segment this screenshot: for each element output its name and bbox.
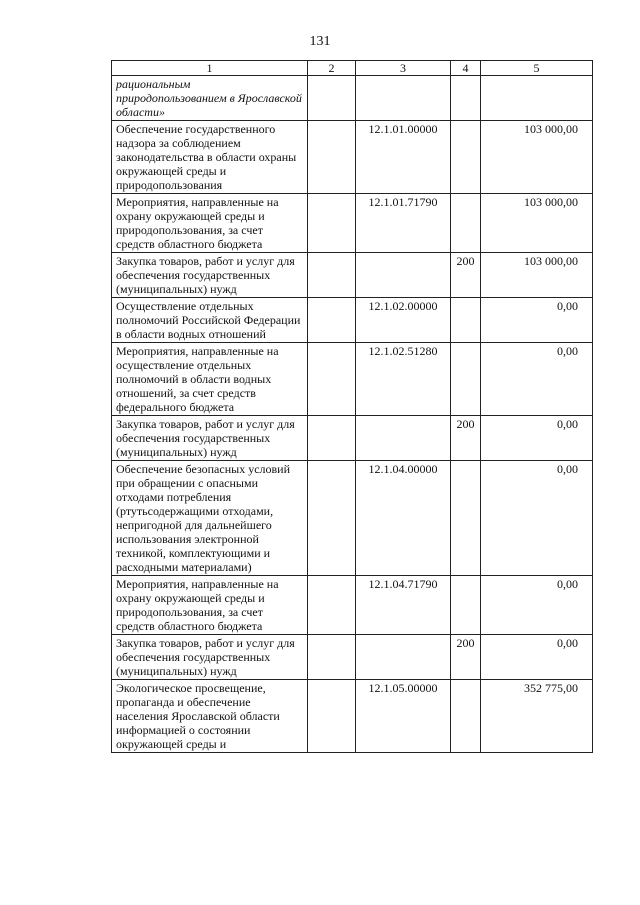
row-sum-cell: 0,00 — [481, 635, 593, 680]
row-col2-cell — [308, 635, 356, 680]
table-header-row — [112, 61, 593, 76]
table-row — [112, 416, 593, 461]
table-row — [112, 298, 593, 343]
header-col-2: 2 — [308, 61, 356, 76]
header-col-4: 4 — [451, 61, 481, 76]
row-name-cell: Мероприятия, направленные на охрану окружающей среды и природопользования, за счет средств областного бюджета — [112, 576, 308, 635]
row-type-cell — [451, 576, 481, 635]
row-name-cell: рациональным природопользованием в Ярославской области» — [112, 76, 308, 121]
header-col-5: 5 — [481, 61, 593, 76]
row-code-cell: 12.1.01.71790 — [356, 194, 451, 253]
row-type-cell: 200 — [451, 253, 481, 298]
row-col2-cell — [308, 121, 356, 194]
row-name-cell: Мероприятия, направленные на охрану окружающей среды и природопользования, за счет средств областного бюджета — [112, 194, 308, 253]
row-type-cell — [451, 194, 481, 253]
table-row — [112, 76, 593, 121]
row-sum-cell: 352 775,00 — [481, 680, 593, 753]
row-col2-cell — [308, 576, 356, 635]
page-number: 131 — [309, 34, 331, 49]
row-col2-cell — [308, 343, 356, 416]
row-type-cell — [451, 680, 481, 753]
row-code-cell: 12.1.01.00000 — [356, 121, 451, 194]
row-sum-cell: 0,00 — [481, 576, 593, 635]
row-name-cell: Закупка товаров, работ и услуг для обеспечения государственных (муниципальных) нужд — [112, 635, 308, 680]
header-col-3: 3 — [356, 61, 451, 76]
row-col2-cell — [308, 416, 356, 461]
row-code-cell — [356, 416, 451, 461]
row-name-cell: Обеспечение государственного надзора за соблюдением законодательства в области охраны окружающей среды и природопользования — [112, 121, 308, 194]
row-sum-cell: 103 000,00 — [481, 121, 593, 194]
header-col-1: 1 — [112, 61, 308, 76]
table-row — [112, 121, 593, 194]
row-code-cell — [356, 635, 451, 680]
row-code-cell: 12.1.04.00000 — [356, 461, 451, 576]
row-type-cell — [451, 76, 481, 121]
table-body — [112, 76, 593, 753]
row-name-cell: Обеспечение безопасных условий при обращении с опасными отходами потребления (ртутьсодержащими отходами, непригодной для дальнейшего использования электронной техникой, комплектующими и расходными материалами) — [112, 461, 308, 576]
row-sum-cell: 0,00 — [481, 343, 593, 416]
row-name-cell: Экологическое просвещение, пропаганда и обеспечение населения Ярославской области информацией о состоянии окружающей среды и — [112, 680, 308, 753]
row-name-cell: Закупка товаров, работ и услуг для обеспечения государственных (муниципальных) нужд — [112, 253, 308, 298]
budget-table — [111, 60, 593, 753]
row-name-cell: Мероприятия, направленные на осуществление отдельных полномочий в области водных отношений, за счет средств федерального бюджета — [112, 343, 308, 416]
row-type-cell: 200 — [451, 416, 481, 461]
row-code-cell: 12.1.05.00000 — [356, 680, 451, 753]
row-col2-cell — [308, 253, 356, 298]
row-type-cell — [451, 461, 481, 576]
row-code-cell: 12.1.04.71790 — [356, 576, 451, 635]
row-col2-cell — [308, 461, 356, 576]
table-row — [112, 343, 593, 416]
row-type-cell — [451, 343, 481, 416]
row-sum-cell: 0,00 — [481, 461, 593, 576]
row-type-cell — [451, 121, 481, 194]
row-col2-cell — [308, 680, 356, 753]
row-col2-cell — [308, 298, 356, 343]
row-sum-cell — [481, 76, 593, 121]
table-row — [112, 253, 593, 298]
row-col2-cell — [308, 194, 356, 253]
row-name-cell: Закупка товаров, работ и услуг для обеспечения государственных (муниципальных) нужд — [112, 416, 308, 461]
row-type-cell: 200 — [451, 635, 481, 680]
row-col2-cell — [308, 76, 356, 121]
table-row — [112, 576, 593, 635]
table-row — [112, 194, 593, 253]
row-code-cell: 12.1.02.00000 — [356, 298, 451, 343]
table-row — [112, 635, 593, 680]
row-sum-cell: 0,00 — [481, 416, 593, 461]
row-sum-cell: 103 000,00 — [481, 194, 593, 253]
row-code-cell — [356, 253, 451, 298]
row-sum-cell: 103 000,00 — [481, 253, 593, 298]
table-row — [112, 461, 593, 576]
row-code-cell: 12.1.02.51280 — [356, 343, 451, 416]
row-type-cell — [451, 298, 481, 343]
row-code-cell — [356, 76, 451, 121]
row-name-cell: Осуществление отдельных полномочий Российской Федерации в области водных отношений — [112, 298, 308, 343]
table-row — [112, 680, 593, 753]
row-sum-cell: 0,00 — [481, 298, 593, 343]
